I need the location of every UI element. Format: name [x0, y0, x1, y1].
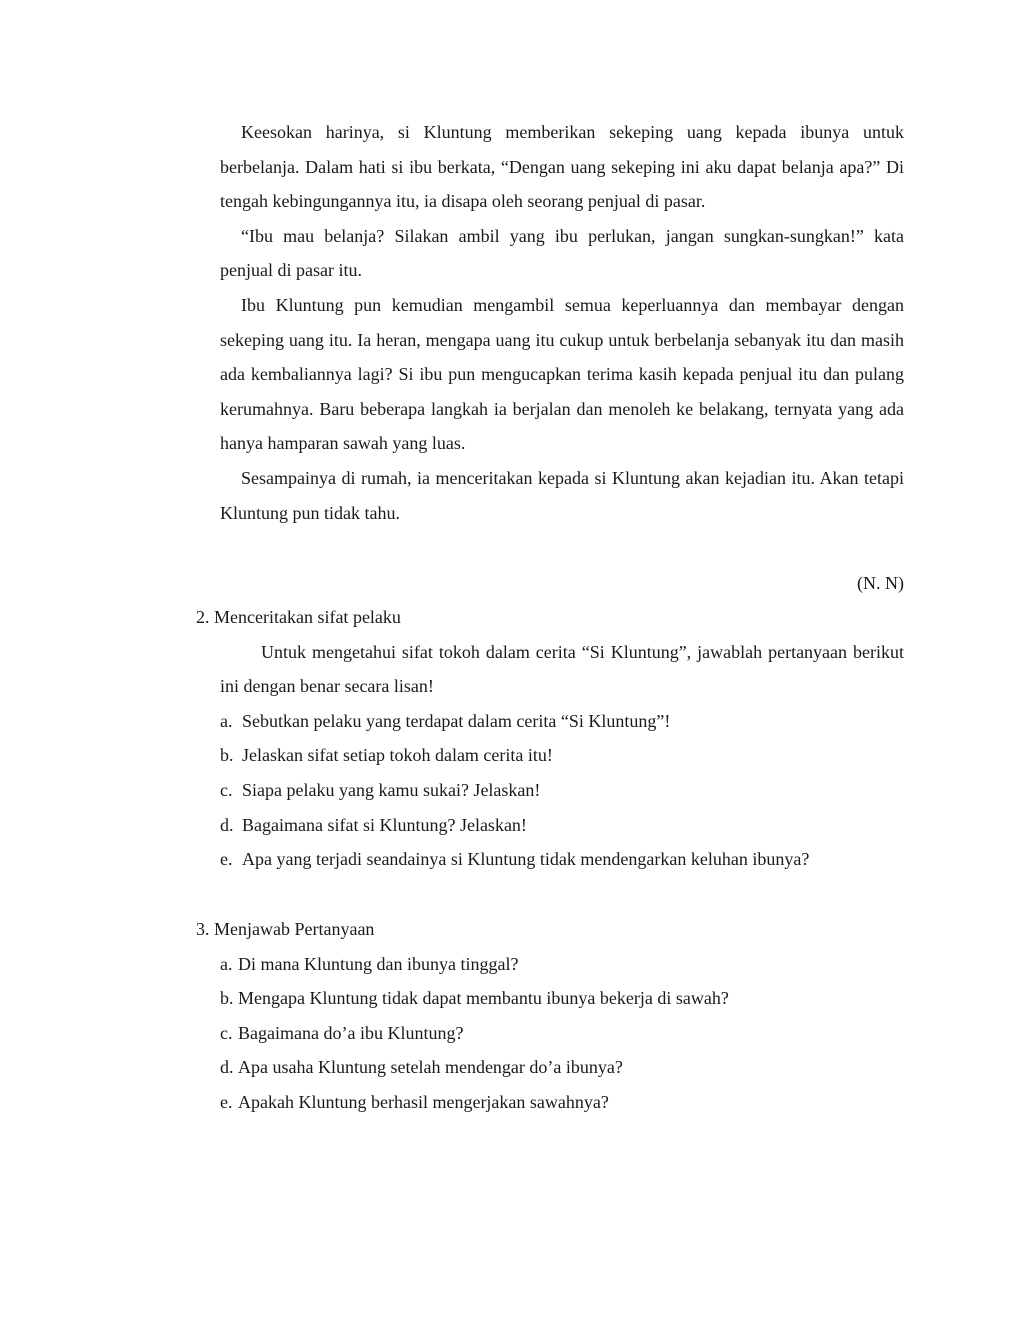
question-text: Mengapa Kluntung tidak dapat membantu ibunya bekerja di sawah? [238, 988, 729, 1009]
list-item [220, 738, 904, 773]
list-item [220, 1085, 904, 1120]
list-item [220, 773, 904, 808]
list-item [220, 704, 904, 739]
question-letter: e. [220, 849, 233, 870]
question-list [220, 704, 904, 877]
story-paragraph: Ibu Kluntung pun kemudian mengambil semua keperluannya dan membayar dengan sekeping uang itu. Ia heran, mengapa uang itu cukup untuk berbelanja sebanyak itu dan masih ada kembaliannya lagi? Si ibu pun mengucapkan terima kasih kepada penjual itu dan pulang kerumahnya. Baru beberapa langkah ia berjalan dan menoleh ke belakang, ternyata yang ada hanya hamparan sawah yang luas. [220, 294, 904, 454]
question-letter: c. [220, 1022, 233, 1043]
question-letter: d. [220, 814, 234, 835]
question-letter: a. [220, 710, 233, 731]
question-letter: a. [220, 953, 233, 974]
list-item [220, 1016, 904, 1051]
section-title: 2. Menceritakan sifat pelaku [196, 607, 401, 627]
list-item [220, 808, 904, 843]
list-item [220, 981, 904, 1016]
question-text: Sebutkan pelaku yang terdapat dalam cerita “Si Kluntung”! [242, 710, 671, 731]
story-author: (N. N) [857, 573, 904, 593]
question-text: Jelaskan sifat setiap tokoh dalam cerita itu! [242, 745, 553, 766]
question-text: Bagaimana do’a ibu Kluntung? [238, 1022, 464, 1043]
question-letter: b. [220, 745, 234, 766]
story-text [220, 115, 904, 530]
section-intro: Untuk mengetahui sifat tokoh dalam cerita “Si Kluntung”, jawablah pertanyaan berikut ini dengan benar secara lisan! [220, 641, 904, 697]
section-menceritakan-sifat-pelaku [196, 600, 904, 877]
question-list [220, 947, 904, 1120]
question-text: Bagaimana sifat si Kluntung? Jelaskan! [242, 814, 527, 835]
question-letter: d. [220, 1057, 234, 1078]
question-text: Apa yang terjadi seandainya si Kluntung tidak mendengarkan keluhan ibunya? [242, 849, 810, 870]
section-menjawab-pertanyaan [196, 912, 904, 1120]
question-text: Apa usaha Kluntung setelah mendengar do’a ibunya? [238, 1057, 623, 1078]
question-text: Di mana Kluntung dan ibunya tinggal? [238, 953, 519, 974]
question-text: Apakah Kluntung berhasil mengerjakan sawahnya? [238, 1091, 609, 1112]
list-item [220, 1050, 904, 1085]
story-paragraph: Sesampainya di rumah, ia menceritakan kepada si Kluntung akan kejadian itu. Akan tetapi Kluntung pun tidak tahu. [220, 467, 904, 523]
section-title: 3. Menjawab Pertanyaan [196, 919, 375, 939]
question-letter: e. [220, 1091, 233, 1112]
story-paragraph: Keesokan harinya, si Kluntung memberikan sekeping uang kepada ibunya untuk berbelanja. Dalam hati si ibu berkata, “Dengan uang sekeping ini aku dapat belanja apa?” Di tengah kebingungannya itu, ia disapa oleh seorang penjual di pasar. [220, 122, 904, 212]
question-letter: b. [220, 988, 234, 1009]
section-body [220, 947, 904, 1120]
question-text: Siapa pelaku yang kamu sukai? Jelaskan! [242, 779, 541, 800]
story-paragraph: “Ibu mau belanja? Silakan ambil yang ibu perlukan, jangan sungkan-sungkan!” kata penjual di pasar itu. [220, 225, 904, 281]
section-body [220, 635, 904, 877]
question-letter: c. [220, 779, 233, 800]
list-item [220, 947, 904, 982]
list-item [220, 842, 904, 877]
